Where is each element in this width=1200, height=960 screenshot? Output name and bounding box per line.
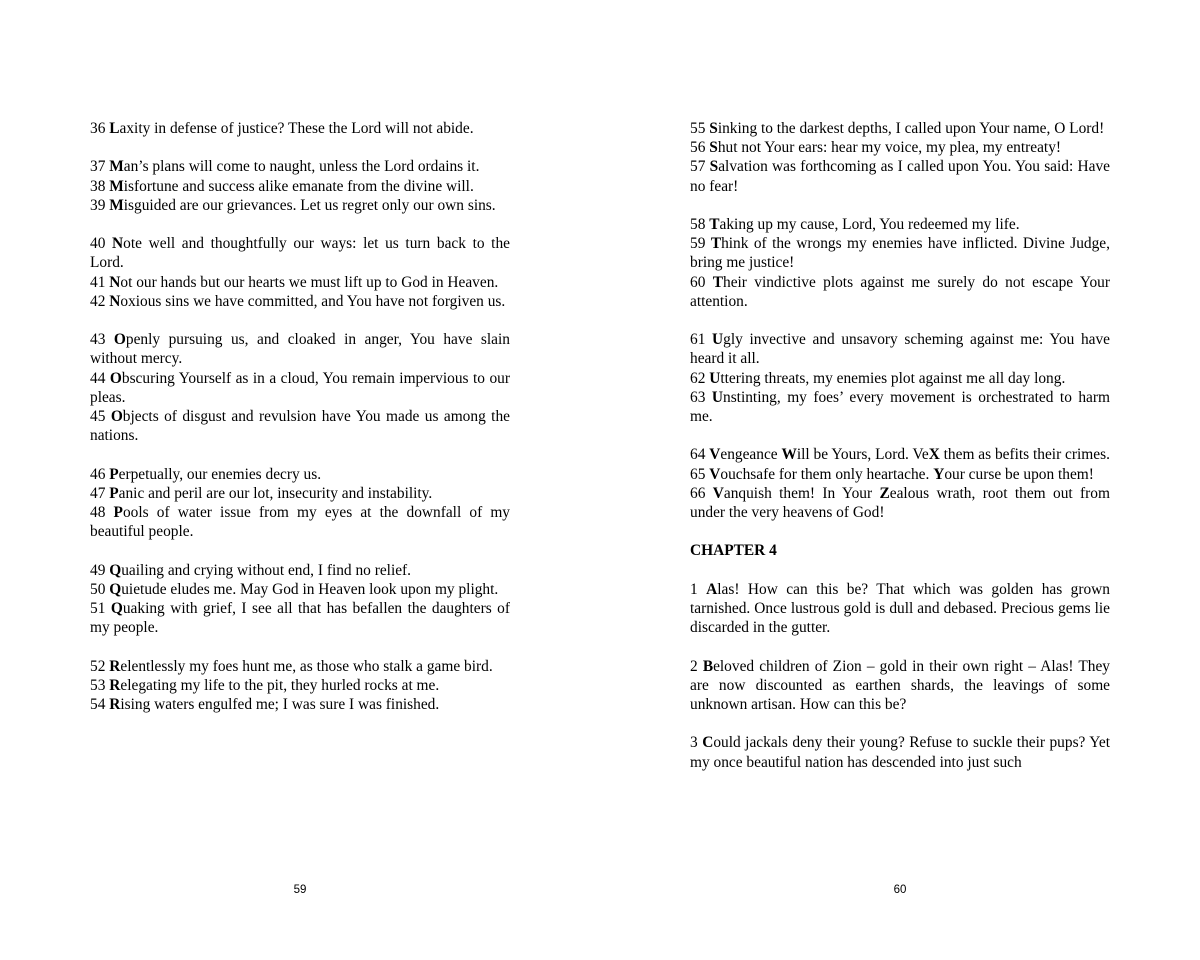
paragraph-gap bbox=[90, 138, 510, 157]
verse bbox=[690, 369, 1110, 388]
verse bbox=[690, 215, 1110, 234]
verse-number: 64 bbox=[690, 446, 710, 464]
verse-text: isfortune and success alike emanate from the divine will. bbox=[123, 177, 474, 195]
paragraph-gap bbox=[90, 637, 510, 656]
verse bbox=[690, 465, 1110, 484]
verse-initial: O bbox=[110, 408, 123, 425]
paragraph-gap bbox=[690, 637, 1110, 656]
verse-initial: M bbox=[109, 196, 124, 214]
verse-initial: O bbox=[109, 369, 122, 387]
verse-initial: N bbox=[112, 235, 124, 253]
right-page-number: 60 bbox=[893, 884, 907, 896]
verse bbox=[690, 580, 1110, 638]
verse bbox=[690, 157, 1110, 195]
left-page-text bbox=[90, 119, 510, 714]
verse-text: ealous wrath, root them out from under the very heavens of God! bbox=[690, 484, 1110, 522]
verse bbox=[90, 503, 510, 541]
verse-text: our curse be upon them! bbox=[944, 465, 1094, 483]
verse-initial: S bbox=[709, 120, 718, 137]
paragraph-gap bbox=[90, 445, 510, 464]
verse-number: 65 bbox=[690, 465, 710, 483]
verse-text: uaking with grief, I see all that has befallen the daughters of my people. bbox=[90, 600, 510, 637]
verse-initial: S bbox=[709, 139, 718, 157]
verse bbox=[690, 234, 1110, 272]
verse-number: 62 bbox=[690, 369, 710, 387]
verse-initial: T bbox=[709, 216, 720, 233]
verse-initial: S bbox=[709, 158, 719, 176]
verse-initial: Q bbox=[110, 600, 123, 617]
verse-number: 49 bbox=[90, 561, 110, 579]
verse bbox=[90, 695, 510, 714]
verse bbox=[690, 733, 1110, 771]
verse-number: 60 bbox=[690, 273, 713, 291]
verse-initial: V bbox=[712, 484, 724, 502]
verse-number: 47 bbox=[90, 484, 110, 502]
verse bbox=[90, 657, 510, 676]
paragraph-gap bbox=[90, 311, 510, 330]
verse-text: isguided are our grievances. Let us regret only our own sins. bbox=[123, 196, 496, 214]
verse-text: aking up my cause, Lord, You redeemed my life. bbox=[719, 216, 1020, 233]
verse-number: 37 bbox=[90, 158, 110, 176]
verse bbox=[690, 657, 1110, 715]
verse-number: 44 bbox=[90, 369, 110, 387]
verse-text: las! How can this be? That which was golden has grown tarnished. Once lustrous gold is dull and debased. Precious gems lie discarded in the gutter. bbox=[690, 580, 1110, 637]
verse-text: gly invective and unsavory scheming against me: You have heard it all. bbox=[690, 331, 1110, 368]
verse bbox=[690, 119, 1110, 138]
verse-text: hut not Your ears: hear my voice, my plea, my entreaty! bbox=[717, 139, 1062, 157]
verse-text: eloved children of Zion – gold in their own right – Alas! They are now discounted as earthen shards, the leavings of some unknown artisan. How can this be? bbox=[690, 657, 1111, 713]
verse-text: oxious sins we have committed, and You have not forgiven us. bbox=[120, 292, 506, 310]
verse-text: axity in defense of justice? These the Lord will not abide. bbox=[119, 120, 474, 137]
verse-number: 42 bbox=[90, 292, 110, 310]
verse-number: 45 bbox=[90, 408, 111, 425]
verse-initial: P bbox=[109, 465, 119, 483]
verse-number: 2 bbox=[690, 657, 703, 675]
verse-text: ools of water issue from my eyes at the downfall of my beautiful people. bbox=[90, 504, 511, 541]
verse bbox=[90, 580, 510, 599]
verse-initial: R bbox=[109, 657, 121, 675]
verse bbox=[90, 157, 510, 176]
verse-initial: Q bbox=[109, 561, 122, 579]
verse-text: inking to the darkest depths, I called upon Your name, O Lord! bbox=[717, 120, 1105, 137]
verse-text: uailing and crying without end, I find no relief. bbox=[121, 561, 412, 579]
verse-number: 61 bbox=[690, 331, 713, 349]
verse-text: ote well and thoughtfully our ways: let us turn back to the Lord. bbox=[90, 235, 510, 272]
verse-number: 56 bbox=[690, 139, 710, 157]
verse bbox=[90, 330, 510, 368]
verse-initial: W bbox=[781, 446, 797, 464]
verse-number: 58 bbox=[690, 216, 710, 233]
verse-initial: R bbox=[109, 696, 121, 713]
verse bbox=[90, 119, 510, 138]
verse-initial: C bbox=[702, 734, 714, 752]
verse bbox=[90, 369, 510, 407]
left-page-number: 59 bbox=[293, 884, 307, 896]
verse-text: an’s plans will come to naught, unless the Lord ordains it. bbox=[123, 158, 480, 176]
verse-initial: T bbox=[710, 235, 722, 253]
right-page bbox=[600, 0, 1200, 960]
verse bbox=[90, 407, 510, 445]
verse-initial: V bbox=[709, 446, 721, 464]
verse-number: 57 bbox=[690, 158, 710, 176]
verse-text: hink of the wrongs my enemies have inflicted. Divine Judge, bring me justice! bbox=[690, 235, 1110, 272]
verse-text: elentlessly my foes hunt me, as those who stalk a game bird. bbox=[120, 657, 493, 675]
verse-initial: M bbox=[109, 158, 124, 176]
verse-text: erpetually, our enemies decry us. bbox=[118, 465, 322, 483]
verse-number: 43 bbox=[90, 331, 114, 349]
paragraph-gap bbox=[690, 426, 1110, 445]
verse-text: ould jackals deny their young? Refuse to suckle their pups? Yet my once beautiful nation has descended into just such bbox=[690, 734, 1110, 771]
verse-text: bscuring Yourself as in a cloud, You remain impervious to our pleas. bbox=[90, 369, 510, 406]
verse bbox=[690, 484, 1110, 522]
verse bbox=[90, 676, 510, 695]
verse-text: alvation was forthcoming as I called upon You. You said: Have no fear! bbox=[690, 158, 1110, 195]
paragraph-gap bbox=[690, 311, 1110, 330]
verse bbox=[90, 561, 510, 580]
verse-initial: R bbox=[109, 676, 121, 694]
verse-text: anquish them! In Your bbox=[723, 484, 880, 502]
verse-initial: L bbox=[109, 120, 120, 137]
verse-text: ttering threats, my enemies plot against me all day long. bbox=[720, 369, 1066, 387]
paragraph-gap bbox=[690, 714, 1110, 733]
verse bbox=[690, 273, 1110, 311]
verse bbox=[690, 330, 1110, 368]
verse-initial: V bbox=[709, 465, 721, 483]
verse-number: 52 bbox=[90, 657, 110, 675]
verse-initial: U bbox=[711, 388, 723, 406]
verse-number: 53 bbox=[90, 676, 110, 694]
verse-number: 38 bbox=[90, 177, 110, 195]
verse-initial: X bbox=[928, 446, 940, 464]
verse bbox=[90, 273, 510, 292]
verse-initial: P bbox=[109, 484, 119, 502]
verse-initial: U bbox=[712, 331, 724, 349]
verse-number: 63 bbox=[690, 388, 712, 406]
verse-number: 55 bbox=[690, 120, 710, 137]
paragraph-gap bbox=[90, 541, 510, 560]
verse bbox=[90, 599, 510, 637]
verse-initial: M bbox=[109, 177, 124, 195]
verse-number: 40 bbox=[90, 235, 113, 253]
chapter-heading: CHAPTER 4 bbox=[690, 542, 777, 560]
verse bbox=[90, 292, 510, 311]
verse-text: uietude eludes me. May God in Heaven look upon my plight. bbox=[121, 580, 499, 598]
verse-initial: T bbox=[712, 273, 723, 291]
verse-initial: U bbox=[709, 369, 721, 387]
verse-initial: O bbox=[113, 331, 126, 349]
verse-number: 51 bbox=[90, 600, 111, 617]
verse-initial: N bbox=[109, 273, 121, 291]
verse-initial: N bbox=[109, 292, 121, 310]
verse-text: ising waters engulfed me; I was sure I was finished. bbox=[120, 696, 440, 713]
verse-text: bjects of disgust and revulsion have You made us among the nations. bbox=[90, 408, 510, 445]
verse-number: 1 bbox=[690, 580, 707, 598]
verse-text: engeance bbox=[720, 446, 782, 464]
verse-number: 36 bbox=[90, 120, 110, 137]
verse-number: 50 bbox=[90, 580, 110, 598]
verse-initial: B bbox=[702, 657, 714, 675]
verse-initial: Z bbox=[879, 484, 890, 502]
verse-text: elegating my life to the pit, they hurled rocks at me. bbox=[120, 676, 440, 694]
verse-number: 59 bbox=[690, 235, 711, 253]
verse-initial: P bbox=[113, 504, 123, 521]
verse bbox=[90, 177, 510, 196]
verse-initial: Q bbox=[109, 580, 122, 598]
verse-text: ill be Yours, Lord. Ve bbox=[796, 446, 929, 464]
paragraph-gap bbox=[690, 522, 1110, 541]
verse bbox=[90, 196, 510, 215]
paragraph-gap bbox=[90, 215, 510, 234]
verse-text: them as befits their crimes. bbox=[939, 446, 1110, 464]
verse-text: anic and peril are our lot, insecurity and instability. bbox=[118, 484, 433, 502]
verse-text: penly pursuing us, and cloaked in anger, You have slain without mercy. bbox=[90, 331, 510, 368]
right-page-text bbox=[690, 119, 1110, 772]
verse bbox=[90, 465, 510, 484]
paragraph-gap bbox=[690, 196, 1110, 215]
verse-number: 54 bbox=[90, 696, 110, 713]
verse bbox=[690, 388, 1110, 426]
verse-number: 66 bbox=[690, 484, 713, 502]
verse bbox=[690, 138, 1110, 157]
verse-number: 46 bbox=[90, 465, 110, 483]
verse-text: ouchsafe for them only heartache. bbox=[720, 465, 934, 483]
paragraph-gap bbox=[690, 561, 1110, 580]
verse bbox=[90, 484, 510, 503]
verse-number: 39 bbox=[90, 196, 110, 214]
verse-number: 3 bbox=[690, 734, 703, 752]
verse bbox=[90, 234, 510, 272]
verse-initial: A bbox=[706, 580, 718, 598]
verse-initial: Y bbox=[933, 465, 945, 483]
verse bbox=[690, 445, 1110, 464]
verse-text: nstinting, my foes’ every movement is orchestrated to harm me. bbox=[690, 388, 1110, 426]
verse-text: ot our hands but our hearts we must lift up to God in Heaven. bbox=[120, 273, 499, 291]
verse-text: heir vindictive plots against me surely do not escape Your attention. bbox=[690, 273, 1110, 310]
verse-number: 41 bbox=[90, 273, 110, 291]
verse-number: 48 bbox=[90, 504, 114, 521]
